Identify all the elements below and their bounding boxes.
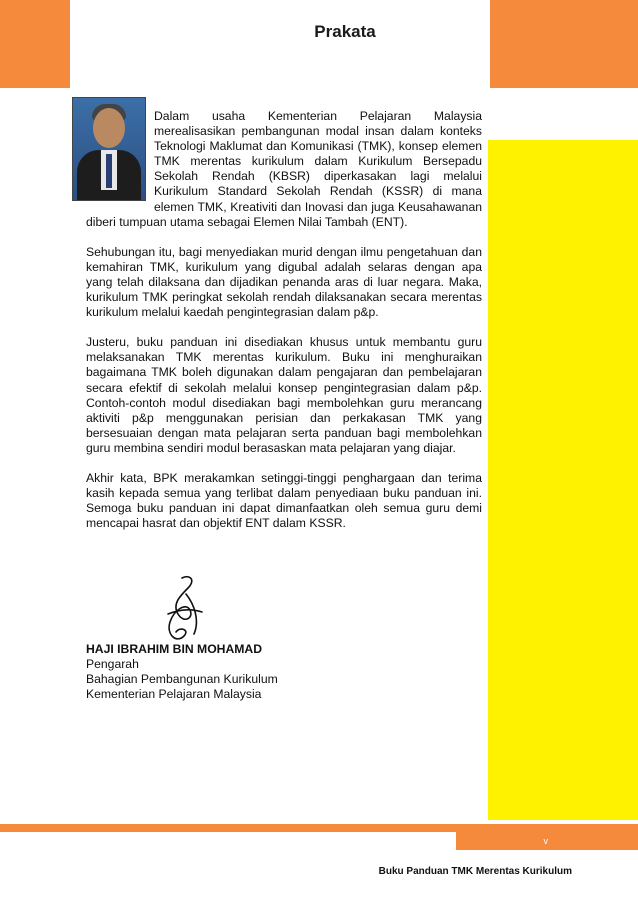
footer-rule: [0, 824, 638, 832]
foreword-body: [86, 109, 482, 546]
signoff-block: [86, 642, 278, 702]
paragraph-1-text: Dalam usaha Kementerian Pelajaran Malaysia merealisasikan pembangunan modal insan dalam konteks Teknologi Maklumat dan Komunikasi (TMK), konsep elemen TMK merentas kurikulum dalam Kurikulum Bersepadu Sekolah Rendah (KBSR) diperkasakan lagi melalui Kurikulum Standard Sekolah Rendah (KSSR) di mana elemen TMK, Kreativiti dan Inovasi dan juga Keusahawanan diberi tumpuan utama sebagai Elemen Nilai Tambah (ENT).: [86, 109, 482, 229]
author-photo: [72, 97, 146, 201]
signatory-position: Pengarah: [86, 657, 139, 672]
footer-book-title: Buku Panduan TMK Merentas Kurikulum: [378, 866, 572, 877]
signatory-ministry: Kementerian Pelajaran Malaysia: [86, 687, 262, 702]
paragraph-1: [86, 109, 482, 230]
paragraph-4: Akhir kata, BPK merakamkan setinggi-tinggi penghargaan dan terima kasih kepada semua yang terlibat dalam penyediaan buku panduan ini. Semoga buku panduan ini dapat dimanfaatkan oleh semua guru demi mencapai hasrat dan objektif ENT dalam KSSR.: [86, 470, 482, 531]
page-title: Prakata: [314, 22, 376, 41]
paragraph-3: Justeru, buku panduan ini disediakan khusus untuk membantu guru melaksanakan TMK merentas kurikulum. Buku ini menghuraikan bagaimana TMK boleh digunakan dalam pengajaran dan pembelajaran secara efektif di sekolah melalui konsep pengintegrasian dalam p&p. Contoh-contoh modul disediakan bagi membolehkan guru merancang aktiviti p&p menggunakan perisian dan perkakasan TMK yang bersesuaian dengan mata pelajaran serta panduan bagi membolehkan guru membina sendiri modul berasaskan mata pelajaran yang diajar.: [86, 335, 482, 455]
side-panel: [488, 140, 638, 820]
signature-icon: [160, 574, 210, 650]
page-number: v: [543, 836, 548, 846]
signatory-department: Bahagian Pembangunan Kurikulum: [86, 672, 278, 687]
signatory-name: HAJI IBRAHIM BIN MOHAMAD: [86, 642, 263, 656]
paragraph-2: Sehubungan itu, bagi menyediakan murid dengan ilmu pengetahuan dan kemahiran TMK, kurikulum yang digubal adalah selaras dengan apa yang telah dilaksana dan dijadikan penanda aras di luar negara. Maka, kurikulum TMK peringkat sekolah rendah dilaksanakan secara merentas kurikulum melalui kaedah pengintegrasian dalam p&p.: [86, 244, 482, 320]
